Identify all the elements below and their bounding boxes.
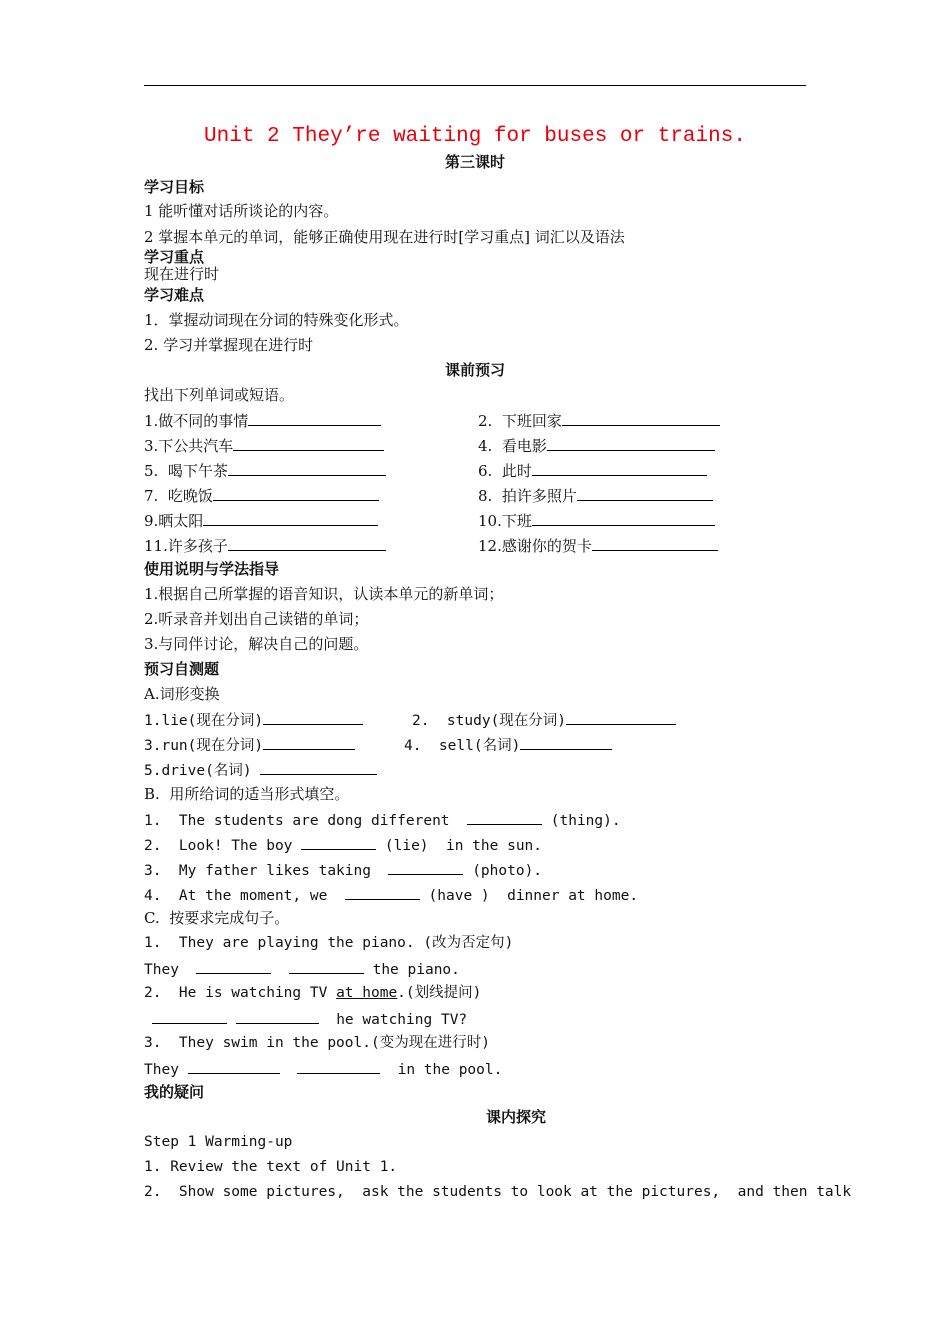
- header-rule: [144, 85, 806, 86]
- answer-blank[interactable]: [547, 435, 715, 451]
- guide-item: 1.根据自己所掌握的语音知识，认读本单元的新单词；: [144, 585, 504, 603]
- word-form-item: 1.lie(现在分词): [144, 709, 363, 731]
- difficulties-heading: 学习难点: [144, 286, 205, 304]
- phrase-item: 12.感谢你的贺卡: [478, 535, 718, 556]
- section-c-heading: C. 按要求完成句子。: [144, 909, 290, 927]
- answer-blank[interactable]: [263, 734, 355, 750]
- answer-blank[interactable]: [236, 1008, 319, 1024]
- rewrite-question: 1. They are playing the piano. (改为否定句): [144, 935, 514, 951]
- answer-blank[interactable]: [345, 884, 420, 900]
- phrase-item: 10.下班: [478, 510, 715, 531]
- answer-blank[interactable]: [301, 834, 376, 850]
- answer-blank[interactable]: [248, 410, 381, 426]
- fill-blank-item: 2. Look! The boy (lie) in the sun.: [144, 834, 542, 856]
- step-heading: Step 1 Warming-up: [144, 1134, 293, 1150]
- answer-blank[interactable]: [467, 809, 542, 825]
- word-form-item: 3.run(现在分词): [144, 734, 355, 756]
- answer-blank[interactable]: [203, 510, 378, 526]
- rewrite-question: 2. He is watching TV at home.(划线提问): [144, 985, 482, 1001]
- answer-blank[interactable]: [532, 460, 707, 476]
- answer-blank[interactable]: [196, 958, 271, 974]
- answer-blank[interactable]: [562, 410, 720, 426]
- guide-item: 2.听录音并划出自己读错的单词；: [144, 610, 369, 628]
- unit-title: Unit 2 They’re waiting for buses or trains.: [204, 125, 746, 148]
- answer-blank[interactable]: [263, 709, 363, 725]
- answer-blank[interactable]: [592, 535, 718, 551]
- answer-blank[interactable]: [152, 1008, 227, 1024]
- phrase-item: 6. 此时: [478, 460, 707, 481]
- answer-blank[interactable]: [228, 535, 386, 551]
- answer-blank[interactable]: [388, 859, 463, 875]
- phrase-item: 9.晒太阳: [144, 510, 378, 531]
- phrase-item: 5. 喝下午茶: [144, 460, 386, 481]
- answer-blank[interactable]: [566, 709, 676, 725]
- phrase-item: 8. 拍许多照片: [478, 485, 713, 506]
- section-b-heading: B. 用所给词的适当形式填空。: [144, 785, 350, 803]
- answer-blank[interactable]: [532, 510, 715, 526]
- step-item: 2. Show some pictures, ask the students to look at the pictures, and then talk: [144, 1184, 852, 1200]
- answer-blank[interactable]: [228, 460, 386, 476]
- fill-blank-item: 4. At the moment, we (have ) dinner at home.: [144, 884, 638, 906]
- phrase-item: 4. 看电影: [478, 435, 715, 456]
- answer-blank[interactable]: [188, 1058, 280, 1074]
- phrase-item: 3.下公共汽车: [144, 435, 384, 456]
- section-a-heading: A.词形变换: [144, 685, 220, 703]
- phrase-item: 11.许多孩子: [144, 535, 386, 556]
- key-points-heading: 学习重点: [144, 248, 205, 266]
- phrase-item: 2. 下班回家: [478, 410, 720, 431]
- objective-item: 2 掌握本单元的单词，能够正确使用现在进行时[学习重点] 词汇以及语法: [144, 228, 625, 246]
- answer-blank[interactable]: [213, 485, 379, 501]
- guide-item: 3.与同伴讨论，解决自己的问题。: [144, 635, 369, 653]
- answer-blank[interactable]: [233, 435, 384, 451]
- answer-blank[interactable]: [260, 759, 377, 775]
- answer-blank[interactable]: [297, 1058, 380, 1074]
- step-item: 1. Review the text of Unit 1.: [144, 1159, 398, 1175]
- guide-heading: 使用说明与学法指导: [144, 560, 280, 578]
- word-form-item: 4. sell(名词): [404, 734, 612, 756]
- word-form-item: 2. study(现在分词): [412, 709, 676, 731]
- answer-blank[interactable]: [289, 958, 364, 974]
- rewrite-question: 3. They swim in the pool.(变为现在进行时): [144, 1035, 490, 1051]
- key-points-text: 现在进行时: [144, 265, 220, 283]
- answer-blank[interactable]: [577, 485, 713, 501]
- rewrite-answer: he watching TV?: [152, 1008, 467, 1030]
- fill-blank-item: 3. My father likes taking (photo).: [144, 859, 542, 881]
- objectives-heading: 学习目标: [144, 178, 205, 196]
- rewrite-answer: They the piano.: [144, 958, 460, 980]
- preview-heading: 课前预习: [444, 361, 505, 379]
- lesson-subtitle: 第三课时: [444, 153, 505, 171]
- difficulty-item: 1．掌握动词现在分词的特殊变化形式。: [144, 311, 409, 329]
- objective-item: 1 能听懂对话所谈论的内容。: [144, 202, 339, 220]
- selftest-heading: 预习自测题: [144, 660, 220, 678]
- answer-blank[interactable]: [520, 734, 612, 750]
- inclass-heading: 课内探究: [486, 1108, 547, 1126]
- rewrite-answer: They in the pool.: [144, 1058, 502, 1080]
- word-form-item: 5.drive(名词): [144, 759, 377, 781]
- difficulty-item: 2. 学习并掌握现在进行时: [144, 336, 314, 354]
- fill-blank-item: 1. The students are dong different (thing).: [144, 809, 621, 831]
- preview-instruction: 找出下列单词或短语。: [144, 386, 295, 404]
- phrase-item: 7. 吃晚饭: [144, 485, 379, 506]
- phrase-item: 1.做不同的事情: [144, 410, 381, 431]
- questions-heading: 我的疑问: [144, 1083, 205, 1101]
